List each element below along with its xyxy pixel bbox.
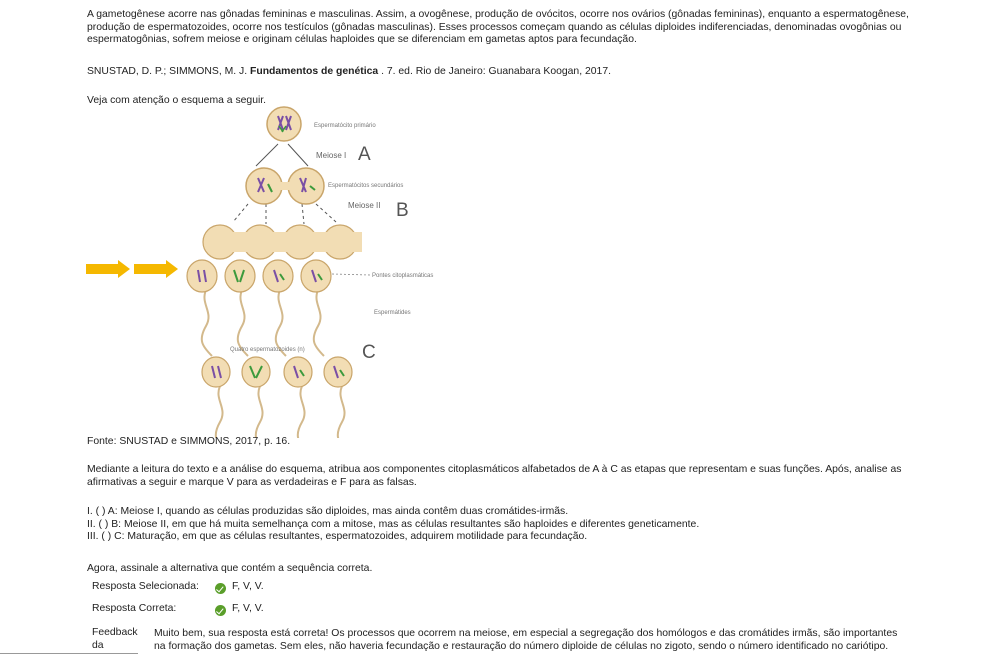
- statements-list: [87, 506, 972, 544]
- scheme-intro: Veja com atenção o esquema a seguir.: [87, 95, 267, 106]
- label-meiose-2: Meiose II: [348, 201, 381, 210]
- label-espermatides: Espermátides: [374, 310, 411, 316]
- feedback-label: [92, 627, 150, 652]
- letter-b: B: [396, 200, 409, 221]
- spermatozoa-row: [202, 357, 352, 438]
- connected-cells: [203, 225, 362, 259]
- statement-1: I. ( ) A: Meiose I, quando as células produzidas são diploides, mas ainda contêm duas cromátides-irmãs.: [87, 506, 569, 517]
- spermatogenesis-figure: [80, 104, 480, 438]
- label-meiose-1: Meiose I: [316, 151, 347, 160]
- letter-c: C: [362, 342, 376, 363]
- intro-line-1: A gametogênese acorre nas gônadas femininas e masculinas. Assim, a ovogênese, produção de ovócitos, ocorre nos ovários (gônadas femininas), enquanto a espermatogênese,: [87, 9, 909, 20]
- letter-a: A: [358, 144, 371, 165]
- label-pontes-citoplasmaticas: Pontes citoplasmáticas: [372, 273, 434, 279]
- divider: [0, 653, 138, 654]
- spermatids-row: [187, 260, 331, 356]
- arrow-icon: [86, 260, 178, 278]
- intro-paragraph: [87, 9, 972, 47]
- figure-source: Fonte: SNUSTAD e SIMMONS, 2017, p. 16.: [87, 436, 291, 447]
- reference-title: Fundamentos de genética: [250, 66, 379, 77]
- instruction: [87, 464, 972, 489]
- selected-answer-label: Resposta Selecionada:: [92, 581, 199, 592]
- intro-line-2: produção de espermatozoides, ocorre nos testículos (gônadas masculinas). Esses processos começam quando as células diploides indiferenciadas, denominadas ovogônias ou: [87, 21, 902, 33]
- reference-authors: SNUSTAD, D. P.; SIMMONS, M. J.: [87, 66, 250, 77]
- check-icon: [215, 605, 226, 616]
- secondary-spermatocytes: [246, 168, 324, 204]
- question: Agora, assinale a alternativa que contém a sequência correta.: [87, 563, 373, 574]
- correct-answer-value: F, V, V.: [232, 603, 264, 614]
- correct-answer-label: Resposta Correta:: [92, 603, 177, 614]
- statement-3: III. ( ) C: Maturação, em que as células resultantes, espermatozoides, adquirem motilidade para fecundação.: [87, 531, 588, 543]
- feedback-text: [154, 628, 994, 653]
- reference: [87, 66, 972, 79]
- feedback-text-line-1: Muito bem, sua resposta está correta! Os processos que ocorrem na meiose, em especial a segregação dos homólogos e das cromátides irmãs, são importantes: [154, 628, 898, 639]
- selected-answer-value: F, V, V.: [232, 581, 264, 592]
- reference-rest: . 7. ed. Rio de Janeiro: Guanabara Koogan, 2017.: [378, 66, 611, 77]
- label-quatro-espermatozoides: Quatro espermatozoides (n): [230, 347, 305, 353]
- statement-2: II. ( ) B: Meiose II, em que há muita semelhança com a mitose, mas as células resultantes são haploides e diferentes geneticamente.: [87, 518, 700, 530]
- intro-line-3: espermatogônias, sofrem meiose e originam células haploides que se diferenciam em gametas aptos para fecundação.: [87, 34, 637, 46]
- label-secondary-spermatocytes: Espermatócitos secundários: [328, 183, 404, 189]
- label-primary-spermatocyte: Espermatócito primário: [314, 123, 376, 129]
- instruction-line-2: afirmativas a seguir e marque V para as verdadeiras e F para as falsas.: [87, 476, 417, 488]
- primary-spermatocyte: [267, 107, 301, 141]
- feedback-text-line-2: na formação dos gametas. Sem eles, não haveria fecundação e restauração do número diploide de células no zigoto, sendo o número identificado no cariótipo.: [154, 640, 889, 652]
- feedback-label-line-2: da: [92, 639, 104, 651]
- instruction-line-1: Mediante a leitura do texto e a análise do esquema, atribua aos componentes citoplasmáticos alfabetados de A à C as etapas que representam e suas funções. Após, analise as: [87, 464, 902, 475]
- feedback-label-line-1: Feedback: [92, 627, 138, 638]
- check-icon: [215, 583, 226, 594]
